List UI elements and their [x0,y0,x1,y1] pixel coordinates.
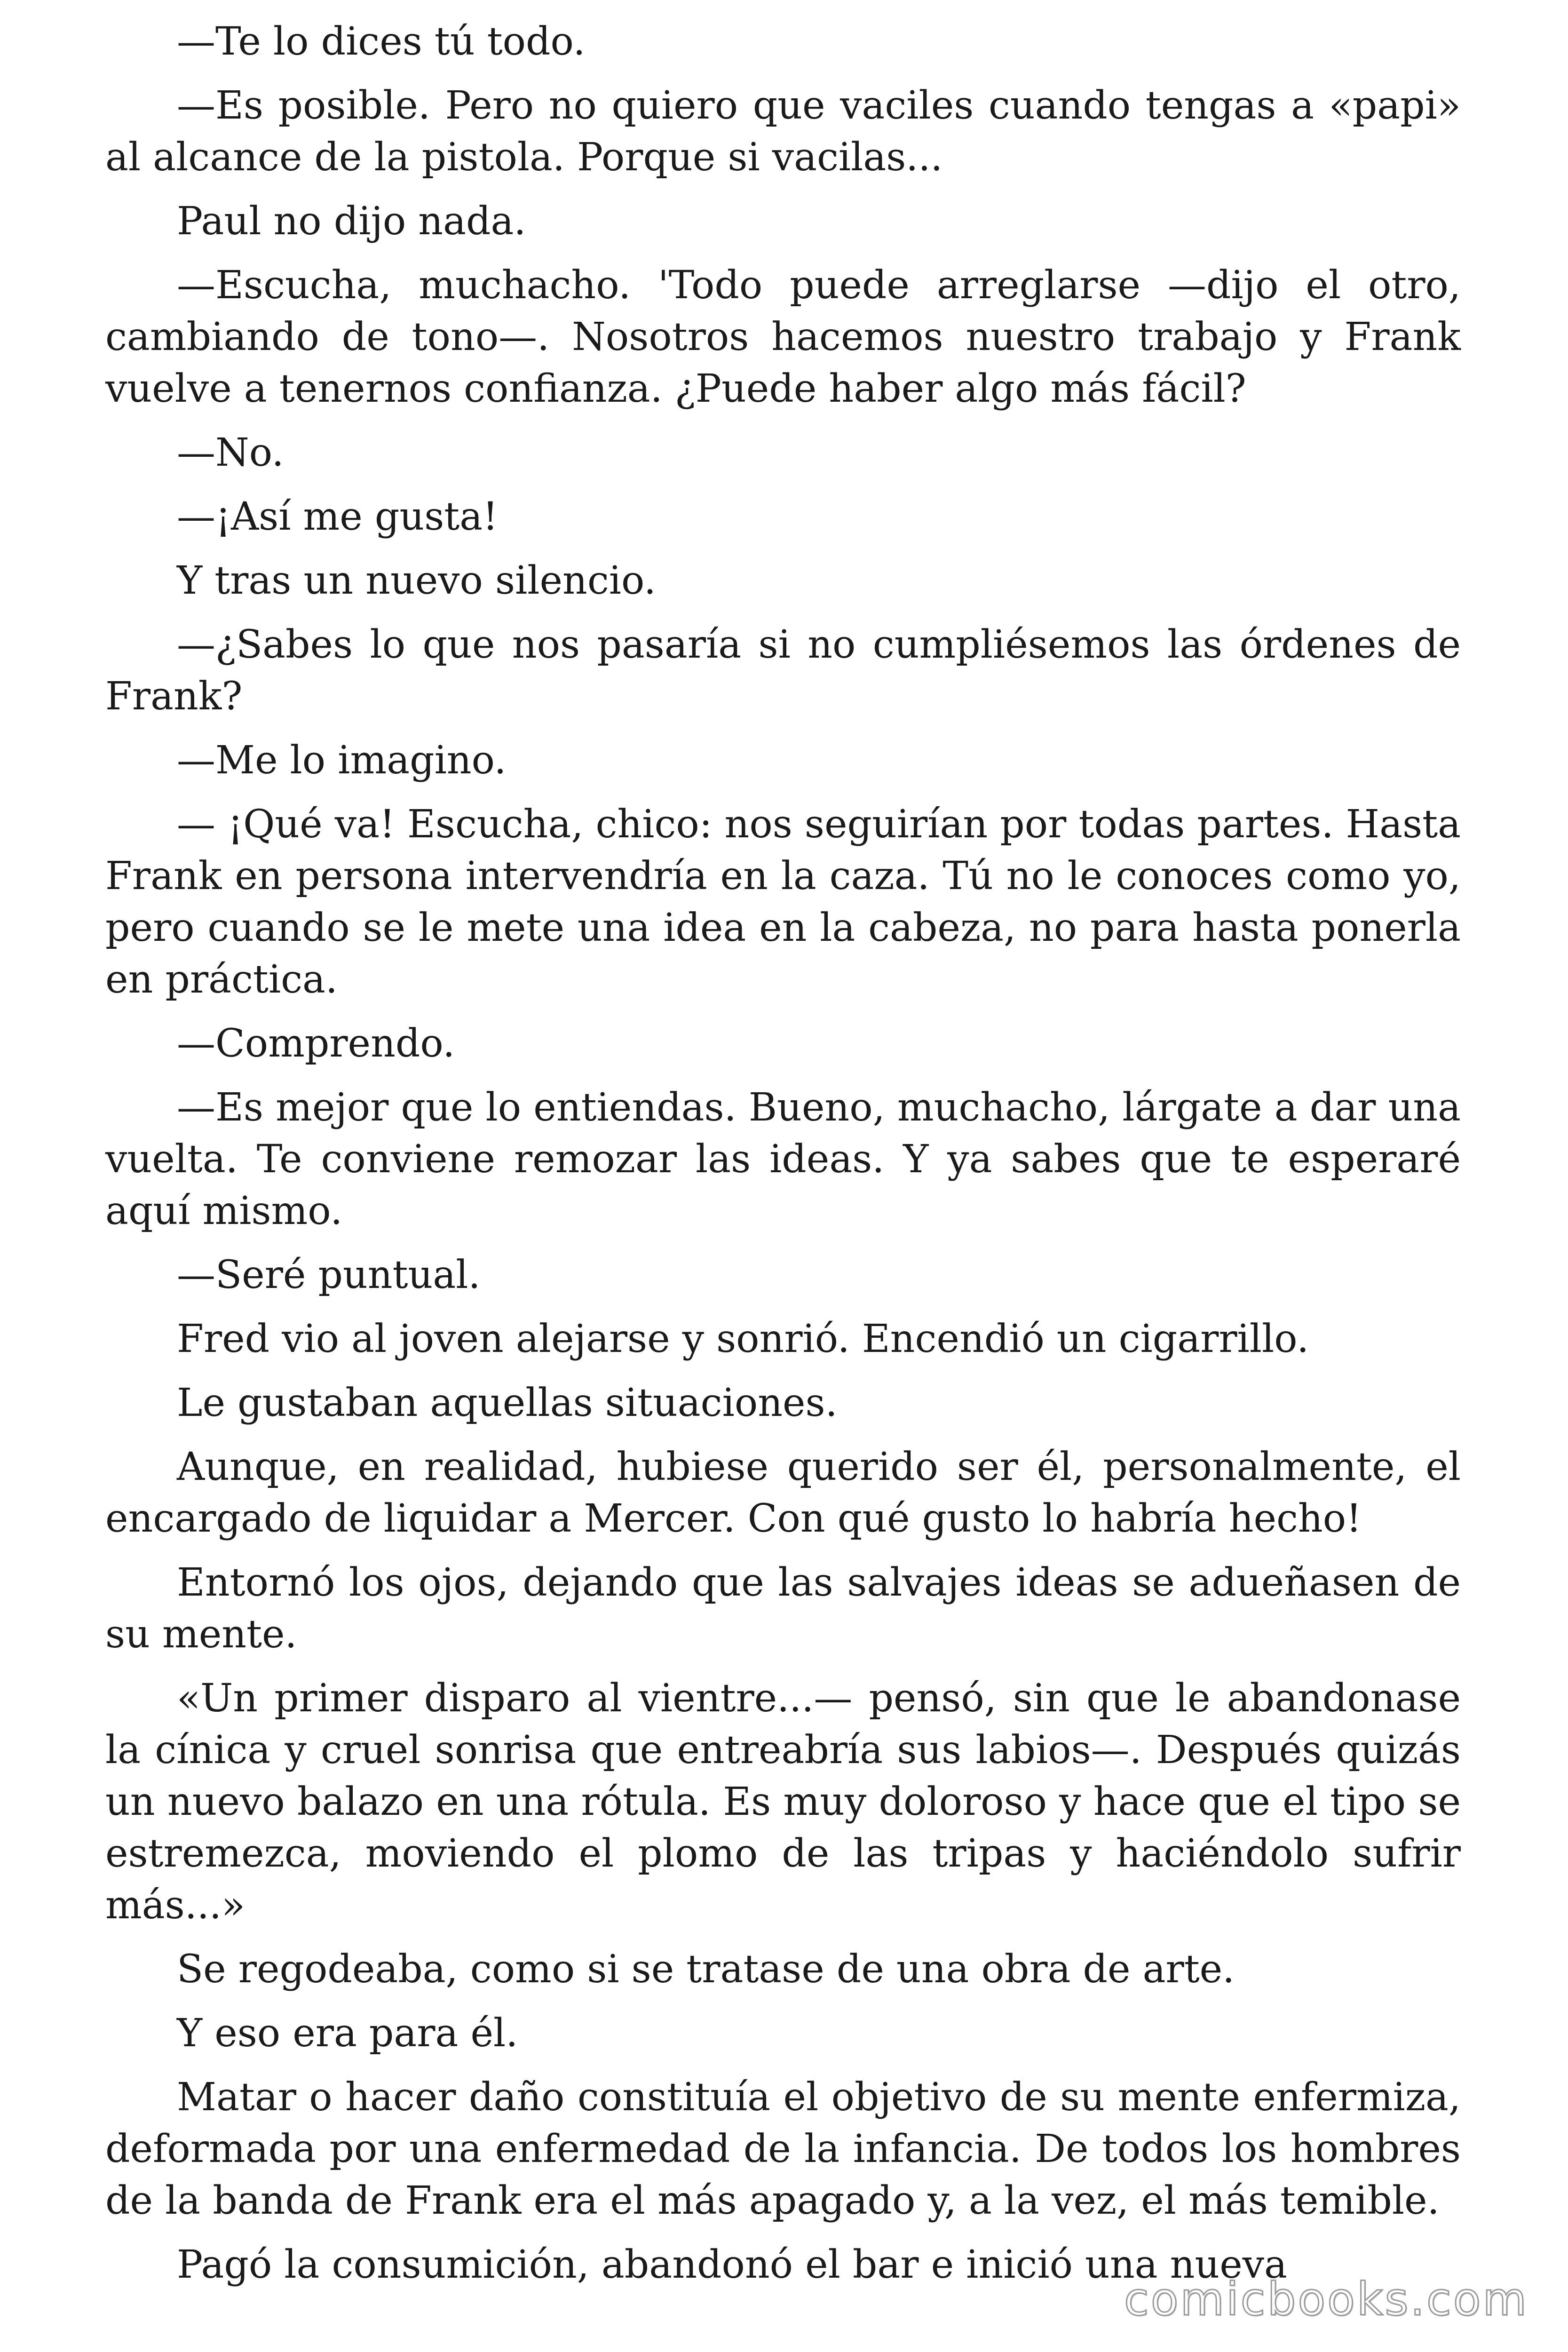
paragraph: —¿Sabes lo que nos pasaría si no cumpliésemos las órdenes de Frank? [105,622,1461,719]
paragraph: —¡Así me gusta! [177,494,499,539]
paragraph: Y tras un nuevo silencio. [177,558,656,603]
paragraph: Y eso era para él. [177,2011,518,2056]
paragraph: Matar o hacer daño constituía el objetivo de su mente enfermiza, deformada por una enfermedad de la infancia. De todos los hombres de la banda de Frank era el más apagado y, a la vez, el más temible. [105,2075,1461,2223]
paragraph: «Un primer disparo al vientre...— pensó, sin que le abandonase la cínica y cruel sonrisa que entreabría sus labios—. Después quizás un nuevo balazo en una rótula. Es muy doloroso y hace que el tipo se estremezca, moviendo el plomo de las tripas y haciéndolo sufrir más...» [105,1676,1461,1928]
paragraph: Entornó los ojos, dejando que las salvajes ideas se adueñasen de su mente. [105,1560,1461,1657]
paragraph: —Comprendo. [177,1021,455,1066]
paragraph: —Seré puntual. [177,1253,481,1297]
paragraph: —Es mejor que lo entiendas. Bueno, muchacho, lárgate a dar una vuelta. Te conviene remozar las ideas. Y ya sabes que te esperaré aquí mismo. [105,1085,1461,1233]
paragraph: Se regodeaba, como si se tratase de una obra de arte. [177,1947,1235,1992]
paragraph: —Te lo dices tú todo. [177,19,586,64]
paragraph: Le gustaban aquellas situaciones. [177,1381,838,1425]
paragraph: —Escucha, muchacho. 'Todo puede arreglarse —dijo el otro, cambiando de tono—. Nosotros hacemos nuestro trabajo y Frank vuelve a tenernos confianza. ¿Puede haber algo más fácil? [105,263,1461,411]
paragraph: — ¡Qué va! Escucha, chico: nos seguirían por todas partes. Hasta Frank en persona intervendría en la caza. Tú no le conoces como yo, pero cuando se le mete una idea en la cabeza, no para hasta ponerla en práctica. [105,802,1461,1002]
watermark-text: comicbooks.com [1124,2273,1528,2326]
paragraph: Paul no dijo nada. [177,199,526,244]
paragraph: —No. [177,430,284,475]
paragraph: —Es posible. Pero no quiero que vaciles cuando tengas a «papi» al alcance de la pistola. Porque si vacilas... [105,83,1461,180]
paragraph: Aunque, en realidad, hubiese querido ser él, personalmente, el encargado de liquidar a Mercer. Con qué gusto lo habría hecho! [105,1445,1461,1541]
paragraph: —Me lo imagino. [177,738,507,783]
paragraph: Fred vio al joven alejarse y sonrió. Encendió un cigarrillo. [177,1317,1309,1361]
page-body-text [105,16,1461,2303]
paragraph: Pagó la consumición, abandonó el bar e inició una nueva [177,2242,1287,2287]
